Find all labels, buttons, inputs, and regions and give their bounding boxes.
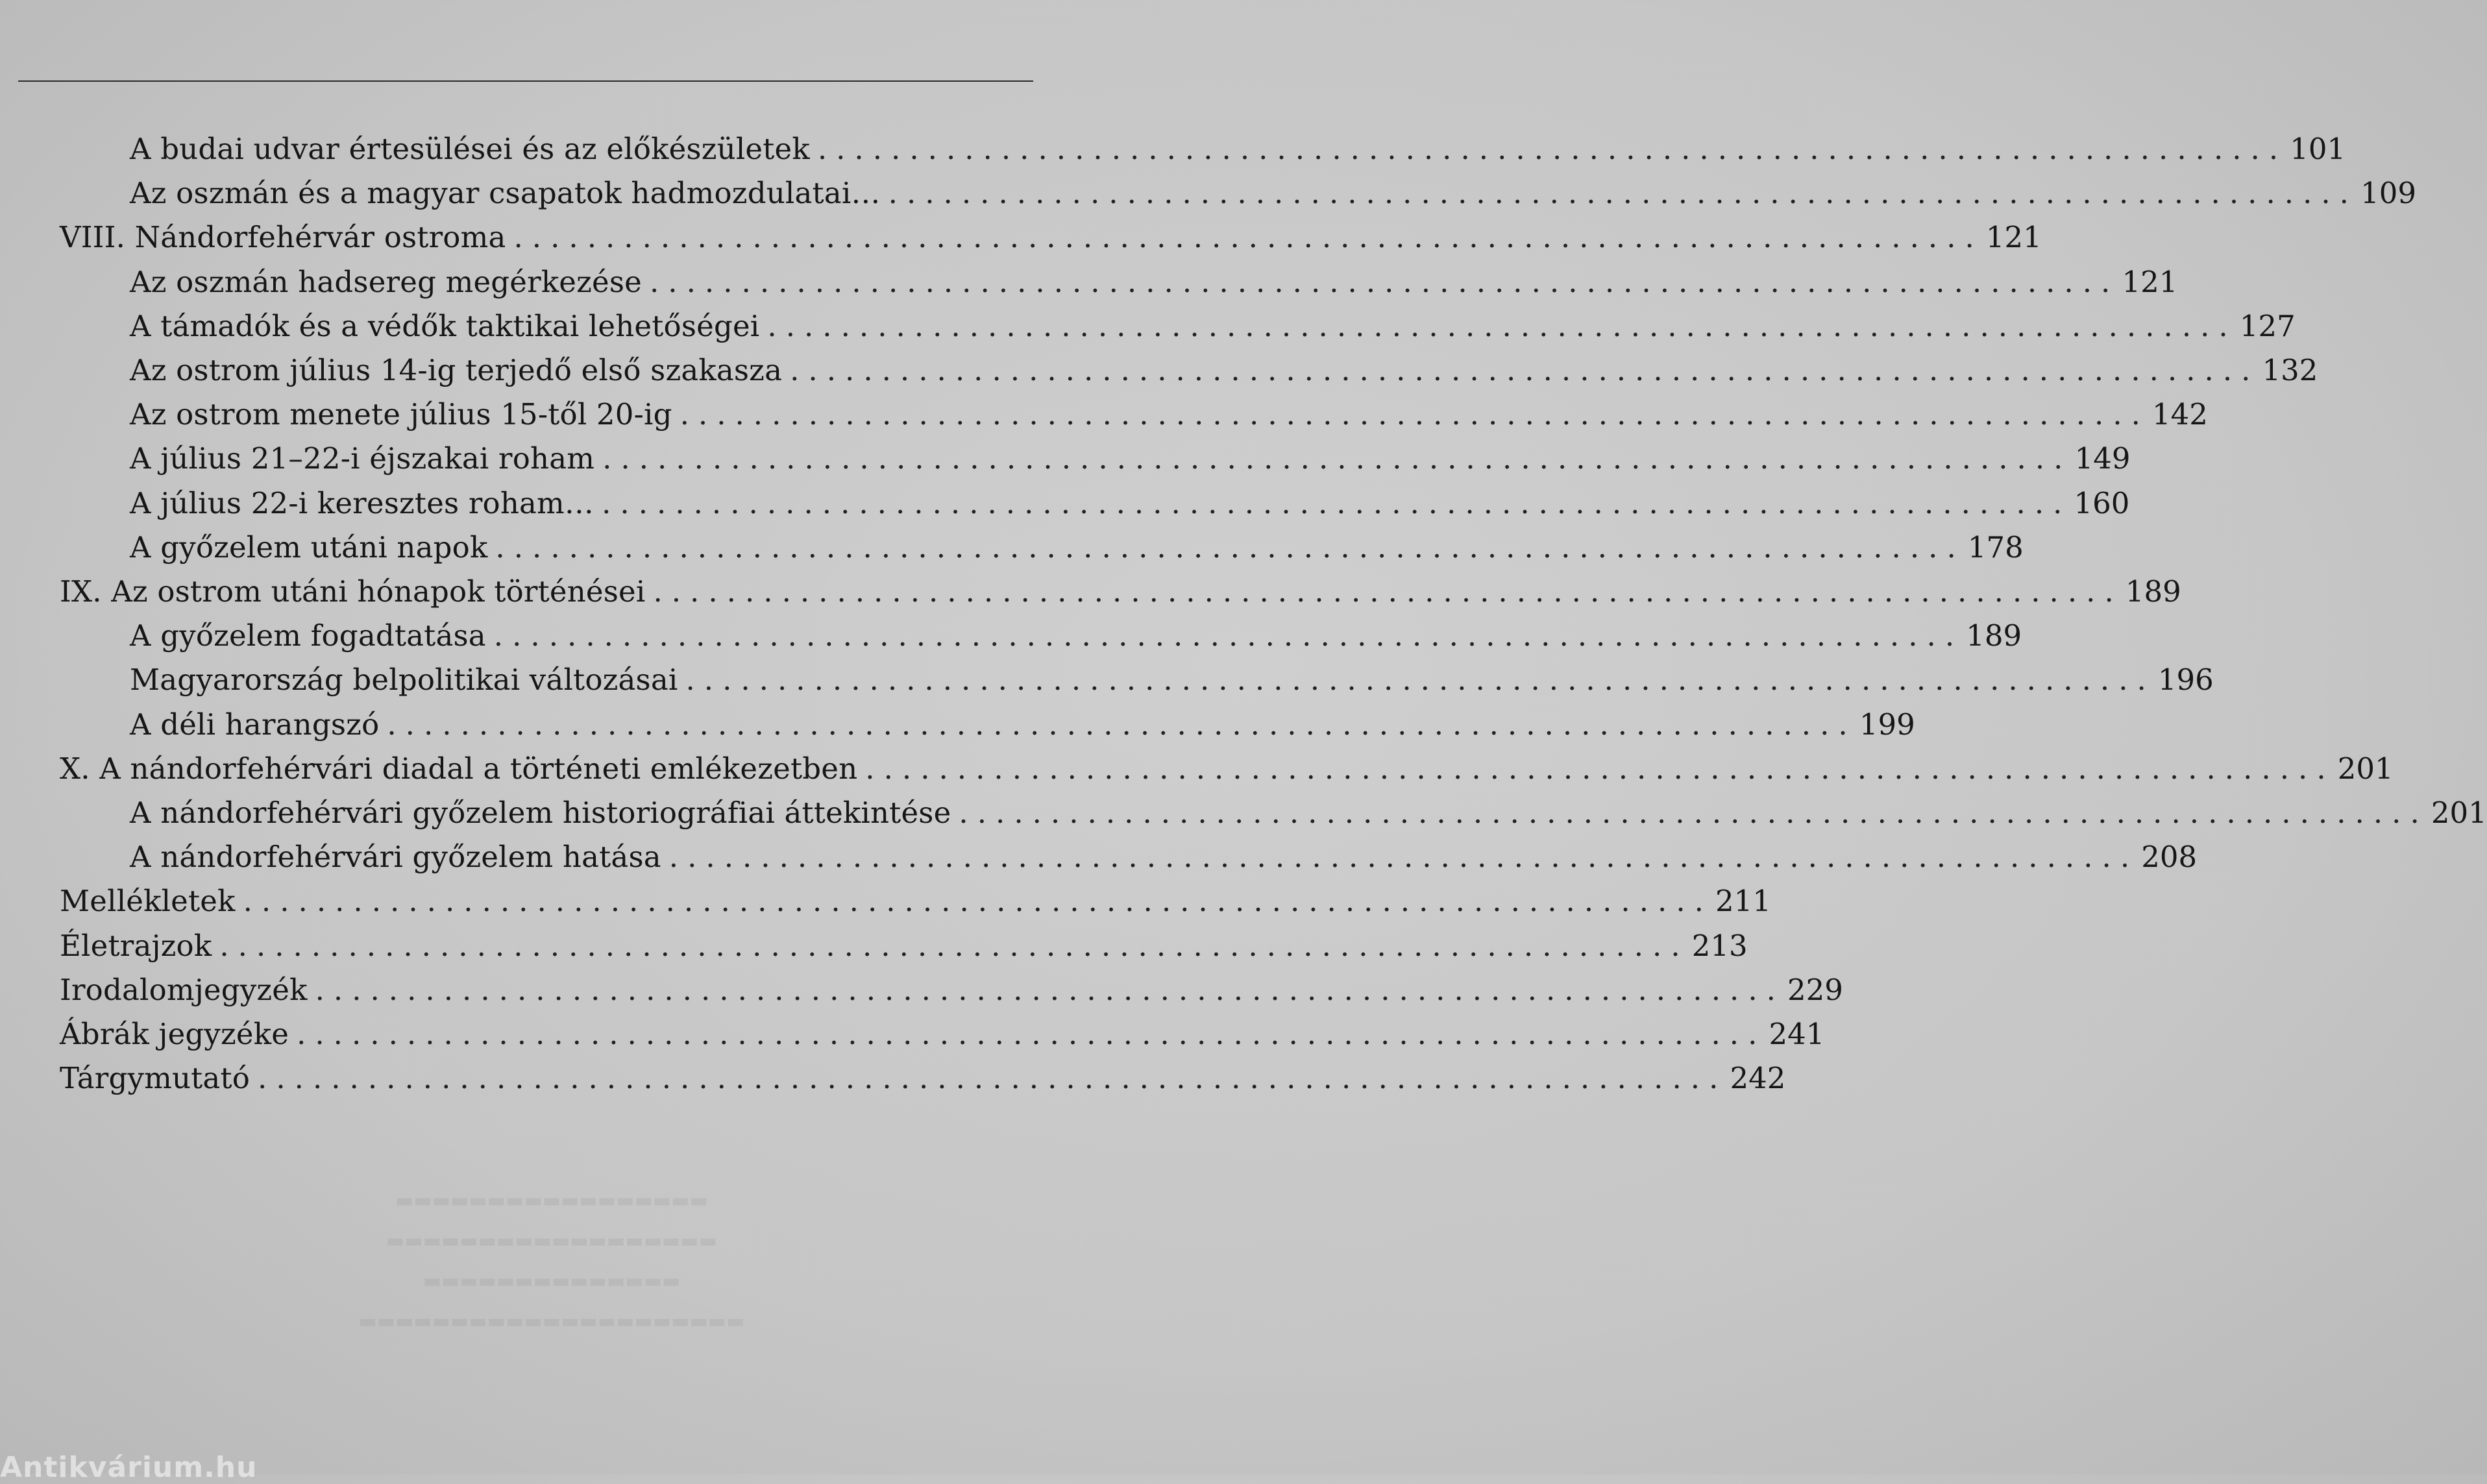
toc-entry-page-number: 101 <box>2290 132 2346 166</box>
toc-entry <box>130 307 2296 346</box>
toc-entry-page-number: 121 <box>2122 264 2178 299</box>
toc-entry-title: A nándorfehérvári győzelem historiográfiai áttekintése <box>130 796 951 830</box>
dot-leader: ................................................................................ <box>602 441 2072 476</box>
toc-entry <box>60 927 1748 966</box>
toc-entry-title: Az ostrom menete július 15-től 20-ig <box>130 397 672 432</box>
show-through-text: ▬▬▬▬▬▬▬▬▬▬▬▬▬▬▬▬▬ ▬▬▬▬▬▬▬▬▬▬▬▬▬▬▬▬▬▬ ▬▬▬▬▬▬▬▬▬▬▬▬▬▬ ▬▬▬▬▬▬▬▬▬▬▬▬▬▬▬▬▬▬▬▬▬ <box>358 1189 745 1333</box>
dot-leader: ................................................................................ <box>685 663 2155 698</box>
dot-leader: ................................................................................ <box>297 1017 1767 1051</box>
toc-entry-page-number: 127 <box>2239 308 2296 343</box>
toc-entry-title: VIII. Nándorfehérvár ostroma <box>60 220 506 255</box>
toc-entry-title: A nándorfehérvári győzelem hatása <box>130 840 661 875</box>
toc-entry-page-number: 160 <box>2074 485 2130 520</box>
toc-entry <box>130 351 2318 390</box>
toc-entry <box>60 882 1771 921</box>
toc-entry-title: Magyarország belpolitikai változásai <box>130 663 678 698</box>
toc-entry-page-number: 229 <box>1787 972 1843 1007</box>
toc-entry-title: Irodalomjegyzék <box>60 972 308 1007</box>
toc-entry <box>60 572 2181 611</box>
toc-entry-page-number: 201 <box>2431 796 2487 830</box>
dot-leader: ................................................................................ <box>817 132 2288 166</box>
header-rule <box>18 80 1033 82</box>
dot-leader: ................................................................................ <box>258 1061 1728 1096</box>
toc-entry <box>60 1059 1786 1098</box>
dot-leader: ................................................................................ <box>888 176 2358 211</box>
toc-entry <box>60 1015 1825 1054</box>
dot-leader: ................................................................................ <box>959 796 2429 830</box>
toc-entry-page-number: 213 <box>1691 928 1748 963</box>
toc-entry-title: IX. Az ostrom utáni hónapok történései <box>60 574 646 609</box>
toc-entry-title: Életrajzok <box>60 928 212 963</box>
toc-entry-page-number: 149 <box>2074 441 2131 476</box>
toc-entry-title: Tárgymutató <box>60 1061 251 1096</box>
toc-entry <box>130 395 2208 434</box>
toc-entry-page-number: 199 <box>1859 707 1915 742</box>
toc-entry-title: A déli harangszó <box>130 707 380 742</box>
dot-leader: ................................................................................ <box>495 529 1965 565</box>
dot-leader: ................................................................................ <box>650 264 2120 299</box>
toc-entry-page-number: 201 <box>2337 751 2394 786</box>
dot-leader: ................................................................................ <box>493 618 1964 653</box>
toc-entry-title: X. A nándorfehérvári diadal a történeti emlékezetben <box>60 751 858 786</box>
dot-leader: ................................................................................ <box>387 707 1857 742</box>
toc-entry <box>130 174 2416 213</box>
toc-entry-title: A győzelem fogadtatása <box>130 618 486 653</box>
toc-entry-title: Az oszmán hadsereg megérkezése <box>130 264 642 299</box>
toc-entry <box>130 705 1915 744</box>
dot-leader: ................................................................................ <box>602 485 2072 520</box>
dot-leader: ................................................................................ <box>767 308 2237 343</box>
toc-entry-title: Mellékletek <box>60 884 236 919</box>
toc-entry-title: Az ostrom július 14-ig terjedő első szakasza <box>130 353 783 387</box>
dot-leader: ................................................................................ <box>653 574 2123 609</box>
toc-entry-page-number: 109 <box>2360 176 2416 211</box>
toc-entry-title: A budai udvar értesülései és az előkészületek <box>130 132 810 166</box>
dot-leader: ................................................................................ <box>315 972 1785 1007</box>
toc-entry-page-number: 189 <box>1966 618 2022 653</box>
toc-entry-page-number: 208 <box>2141 840 2198 875</box>
toc-entry <box>130 661 2214 699</box>
toc-entry <box>130 528 2024 567</box>
toc-entry-page-number: 241 <box>1769 1017 1825 1051</box>
toc-entry <box>130 794 2487 833</box>
dot-leader: ................................................................................ <box>790 353 2260 387</box>
toc-entry-page-number: 189 <box>2125 574 2181 609</box>
watermark: Antikvárium.hu <box>0 1451 258 1484</box>
toc-entry-page-number: 132 <box>2262 353 2318 387</box>
dot-leader: ................................................................................ <box>219 928 1689 963</box>
toc-entry <box>130 616 2022 655</box>
dot-leader: ................................................................................ <box>243 884 1713 919</box>
toc-entry-page-number: 142 <box>2152 397 2208 432</box>
toc-entry-title: A július 22-i keresztes roham… <box>130 485 594 520</box>
toc-entry-title: A július 21–22-i éjszakai roham <box>130 441 595 476</box>
toc-entry-page-number: 242 <box>1730 1061 1786 1096</box>
toc-entry-page-number: 178 <box>1967 529 2024 565</box>
toc-entry-page-number: 196 <box>2157 663 2214 698</box>
toc-entry-page-number: 211 <box>1715 884 1771 919</box>
toc-entry-page-number: 121 <box>1985 220 2042 255</box>
toc-entry <box>60 218 2042 257</box>
dot-leader: ................................................................................ <box>513 220 1983 255</box>
toc-entry <box>130 838 2198 877</box>
toc-entry-title: Ábrák jegyzéke <box>60 1017 289 1051</box>
toc-entry <box>130 484 2130 523</box>
toc-entry-title: Az oszmán és a magyar csapatok hadmozdulatai… <box>130 176 881 211</box>
toc-entry-title: A támadók és a védők taktikai lehetőségei <box>130 308 760 343</box>
toc-entry <box>60 749 2394 788</box>
toc-entry <box>60 971 1843 1010</box>
toc-entry <box>130 263 2178 302</box>
dot-leader: ................................................................................ <box>668 840 2139 875</box>
toc-entry <box>130 130 2346 169</box>
toc-entry-title: A győzelem utáni napok <box>130 529 488 565</box>
dot-leader: ................................................................................ <box>680 397 2150 432</box>
toc-entry <box>130 439 2131 478</box>
dot-leader: ................................................................................ <box>865 751 2335 786</box>
